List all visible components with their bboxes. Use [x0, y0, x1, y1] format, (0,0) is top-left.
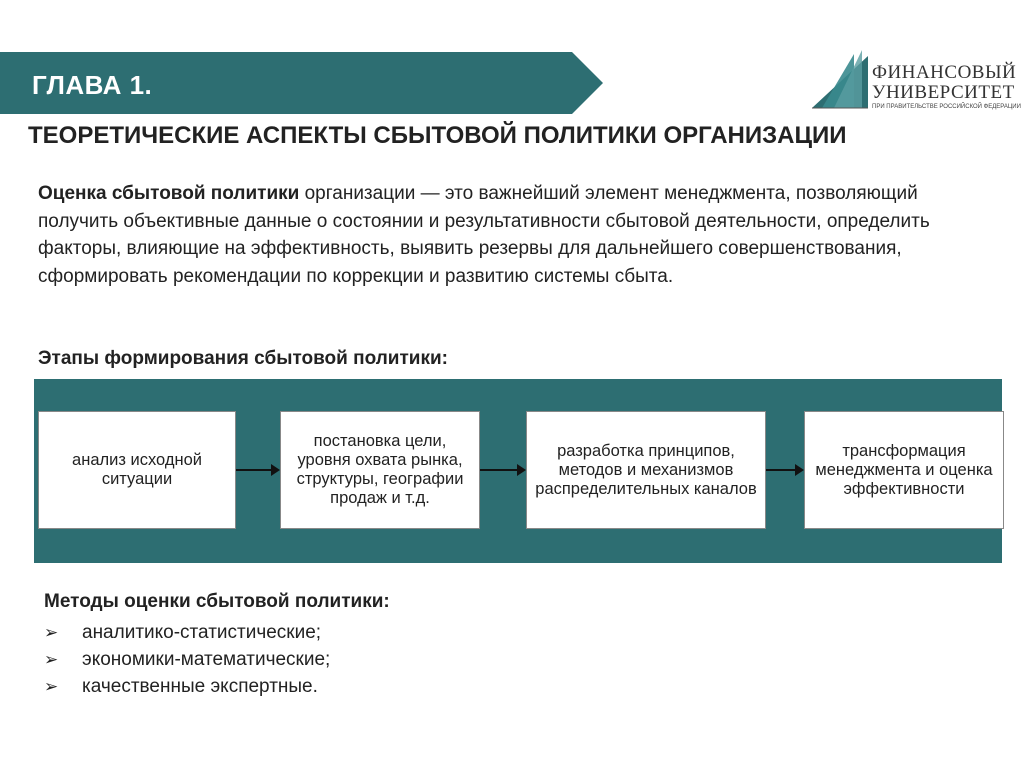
- list-item: [44, 646, 330, 673]
- method-label: экономики-математические;: [82, 649, 331, 670]
- logo-subtitle: ПРИ ПРАВИТЕЛЬСТВЕ РОССИЙСКОЙ ФЕДЕРАЦИИ: [872, 104, 1021, 110]
- arrow-bullet-icon: ➢: [44, 677, 59, 696]
- chapter-label: ГЛАВА 1.: [32, 70, 153, 100]
- arrow-bullet-icon: ➢: [44, 650, 59, 669]
- stage-box-2: постановка цели, уровня охвата рынка, структуры, географии продаж и т.д.: [280, 411, 480, 529]
- arrow-bullet-icon: ➢: [44, 623, 59, 642]
- university-logo: [808, 50, 1021, 120]
- method-label: аналитико-статистические;: [82, 622, 322, 643]
- arrow-1: [236, 469, 278, 471]
- logo-emblem-icon: [808, 50, 872, 112]
- stage-box-3: разработка принципов, методов и механизмов распределительных каналов: [526, 411, 766, 529]
- method-label: качественные экспертные.: [82, 676, 318, 697]
- logo-line2: УНИВЕРСИТЕТ: [872, 82, 1015, 103]
- stage-box-4: трансформация менеджмента и оценка эффективности: [804, 411, 1004, 529]
- intro-paragraph: [38, 180, 978, 290]
- arrow-2: [480, 469, 524, 471]
- methods-heading: Методы оценки сбытовой политики:: [44, 591, 390, 612]
- stage-box-1: анализ исходной ситуации: [38, 411, 236, 529]
- list-item: [44, 619, 330, 646]
- list-item: [44, 673, 330, 700]
- arrow-3: [766, 469, 802, 471]
- intro-bold-term: Оценка сбытовой политики: [38, 183, 300, 204]
- methods-list: [44, 619, 330, 700]
- logo-line1: ФИНАНСОВЫЙ: [872, 62, 1017, 83]
- stages-heading: Этапы формирования сбытовой политики:: [38, 348, 448, 369]
- page-title: ТЕОРЕТИЧЕСКИЕ АСПЕКТЫ СБЫТОВОЙ ПОЛИТИКИ ОРГАНИЗАЦИИ: [28, 122, 847, 149]
- intro-text: организации — это важнейший элемент менеджмента, позволяющий получить объективные данные о состоянии и результативности сбытовой деятельности, определить факторы, влияющие на эффективность, выявить резервы для дальнейшего совершенствования, сформировать рекомендации по коррекции и развитию системы сбыта.: [38, 183, 930, 287]
